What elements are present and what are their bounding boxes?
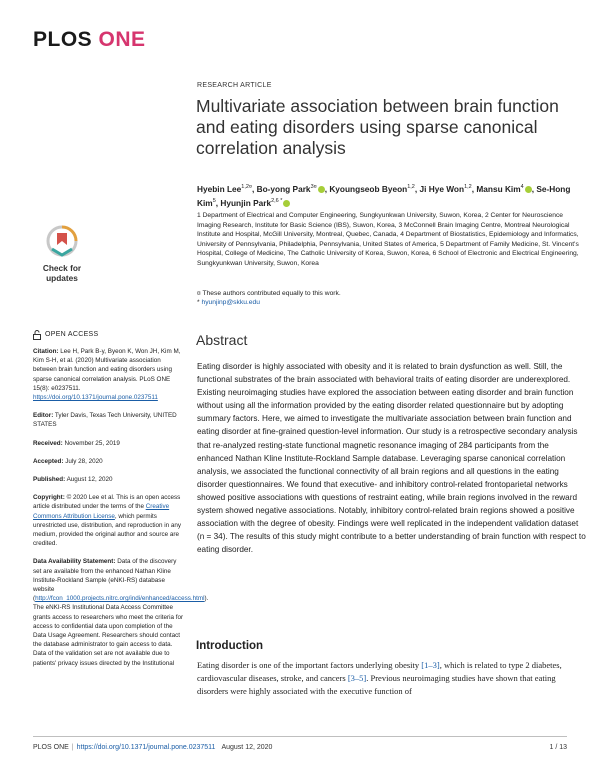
author-name[interactable]: Bo-yong Park (256, 183, 311, 194)
author-separator: , (471, 183, 477, 194)
introduction-heading: Introduction (196, 640, 264, 652)
author-separator: , (251, 183, 257, 194)
data-access-link[interactable]: http://fcon_1000.projects.nitrc.org/indi/enhanced/access.html (35, 595, 205, 603)
orcid-icon[interactable] (318, 186, 325, 193)
page-footer (33, 744, 567, 751)
author-name[interactable]: Hyunjin Park (220, 197, 272, 208)
citation-doi-link[interactable]: https://doi.org/10.1371/journal.pone.0237511 (33, 394, 158, 402)
author-affiliation-marker: 1,2¤ (241, 184, 252, 190)
author-separator: , (531, 183, 537, 194)
intro-part-2: , which is related to type 2 diabetes, cardiovascular diseases, stroke, and cancers (197, 660, 562, 684)
check-updates-label: Check for updates (42, 263, 82, 283)
author-affiliation-marker: 4 (520, 184, 524, 190)
abstract-text: Eating disorder is highly associated with obesity and it is related to brain dysfunction as well. Still, the functional substrates of the brain associated with behavioral traits of eating disorder are underexplored. Existing neuroimaging studies have explored the association between eating disorder and brain function without using all the information provided by the eating disorder related questionnaire but by adopting summary factors. Here, we aimed to investigate the multivariate association between brain function and eating disorder at fine-grained question-level information. Our study is a retrospective secondary analysis that re-analyzed resting-state functional magnetic resonance imaging of 284 participants from the enhanced Nathan Kline Institute-Rockland Sample database. Leveraging sparse canonical correlation analysis, we associated the functional connectivity of all brain regions and all questions in the eating disorder questionnaires. We found that executive- and inhibitory control-related frontoparietal networks showed positive associations with questions of restraint eating, while brain regions involved in the reward system showed negative associations. Notably, inhibitory control-related brain regions showed a positive association with the degree of obesity. Findings were well replicated in the independent validation dataset (n = 34). The results of this study might contribute to a better understanding of brain function with respect to eating disorder. (197, 362, 586, 555)
published-block (33, 475, 185, 484)
data-post: ). The eNKI-RS Institutional Data Access Committee grants access to researchers who meet the criteria for access to confidential data upon completion of the Data Usage Agreement. Researchers should contact the database administrator to gain access to data. Data of the validation set are not available due to patients' privacy issues directed by the Institutional (33, 595, 209, 667)
published-date: August 12, 2020 (65, 476, 113, 484)
copyright-block (33, 493, 185, 548)
author-affiliation-marker: 2,6 * (271, 197, 283, 204)
citation-label: Citation: (33, 348, 59, 355)
published-label: Published: (33, 476, 66, 484)
corresponding-email-link[interactable]: hyunjinp@skku.edu (201, 299, 260, 306)
open-access-label: OPEN ACCESS (45, 331, 99, 339)
reference-link-2[interactable]: [3–5] (347, 673, 367, 684)
equal-contribution-note: ¤ These authors contributed equally to this work. (197, 290, 341, 297)
accepted-block (33, 457, 185, 466)
cc-license-link[interactable]: Creative Commons Attribution License (33, 503, 170, 520)
author-name[interactable]: Ji Hye Won (419, 183, 465, 194)
orcid-icon[interactable] (525, 186, 532, 193)
email-prefix: * (197, 299, 202, 306)
intro-part-3: . Previous neuroimaging studies have shown that eating disorders were highly associated with the executive function of (197, 673, 556, 697)
page-number: 1 / 13 (549, 744, 567, 751)
check-for-updates-badge[interactable] (33, 225, 91, 287)
logo-one: ONE (98, 28, 146, 51)
intro-part-1: Eating disorder is one of the important factors underlying obesity (197, 660, 422, 670)
author-name[interactable]: Mansu Kim (476, 183, 521, 194)
article-metadata-sidebar (33, 330, 209, 677)
author-name[interactable]: Hyebin Lee (197, 183, 242, 194)
author-separator: , (215, 197, 221, 208)
article-title: Multivariate association between brain function and eating disorders using sparse canonical correlation analysis (196, 96, 559, 158)
received-date: November 25, 2019 (62, 439, 120, 447)
footer-date: August 12, 2020 (221, 744, 273, 751)
author-separator: , (324, 183, 330, 194)
corresponding-email-line (197, 299, 260, 306)
author-name[interactable]: Se-Hong Kim (197, 183, 571, 208)
copyright-pre: © 2020 Lee et al. This is an open access article distributed under the terms of the (33, 494, 181, 511)
logo-plos: PLOS (33, 28, 93, 51)
check-updates-icon (46, 225, 78, 259)
editor-label: Editor: (33, 412, 54, 420)
author-list (197, 181, 587, 209)
received-block (33, 439, 185, 448)
received-label: Received: (33, 439, 63, 447)
author-affiliation-marker: 3¤ (310, 184, 317, 190)
accepted-date: July 28, 2020 (63, 457, 103, 465)
footer-separator: | (71, 744, 74, 751)
abstract-heading: Abstract (196, 332, 248, 348)
affiliations: 1 Department of Electrical and Computer Engineering, Sungkyunkwan University, Suwon, Korea, 2 Center for Neuroscience Imaging Research, Institute for Basic Science (IBS), Suwon, Korea, 3 McConnell Brain Imaging Centre, Montreal Neurological Institute and Hospital, McGill University, Montreal, Quebec, Canada, 4 Department of Biostatistics, Epidemiology and Informatics, University of Pennsylvania, Philadelphia, Pennsylvania, United States of America, 5 Department of Family Medicine, St. Vincent's Hospital, College of Medicine, The Catholic University of Korea, Suwon, Korea, 6 School of Electronic and Electrical Engineering, Sungkyunkwan University, Suwon, Korea (197, 212, 579, 267)
data-availability-block (33, 557, 209, 667)
data-pre: Data of the discovery set are available from the enhanced Nathan Kline Institute-Rockland Sample (eNKI-RS) database website ( (33, 558, 177, 603)
introduction-text (197, 659, 587, 699)
citation-block (33, 347, 185, 402)
author-affiliation-marker: 5 (212, 197, 216, 204)
author-separator: , (414, 183, 420, 194)
citation-text: Lee H, Park B-y, Byeon K, Won JH, Kim M, Kim S-H, et al. (2020) Multivariate association between brain function and eating disorders using sparse canonical correlation analysis. PLoS ONE 15(8): e0237511. (33, 348, 181, 392)
accepted-label: Accepted: (33, 457, 64, 465)
author-affiliation-marker: 1,2 (464, 184, 472, 190)
footer-journal: PLOS ONE (33, 744, 69, 751)
open-lock-icon (33, 330, 41, 340)
copyright-label: Copyright: (33, 494, 65, 502)
footer-divider (33, 736, 567, 737)
journal-logo[interactable] (33, 28, 146, 52)
article-type: RESEARCH ARTICLE (197, 82, 272, 89)
reference-link-1[interactable]: [1–3] (421, 660, 440, 670)
author-affiliation-marker: 1,2 (407, 184, 415, 190)
editor-text: Tyler Davis, Texas Tech University, UNITED STATES (33, 412, 177, 429)
footer-doi-link[interactable]: https://doi.org/10.1371/journal.pone.0237511 (76, 744, 216, 751)
copyright-post: , which permits unrestricted use, distribution, and reproduction in any medium, provided the original author and source are credited. (33, 512, 182, 548)
orcid-icon[interactable] (283, 200, 290, 207)
data-availability-label: Data Availability Statement: (33, 558, 116, 566)
editor-block (33, 411, 185, 429)
open-access-line (33, 330, 185, 340)
author-name[interactable]: Kyoungseob Byeon (329, 183, 408, 194)
